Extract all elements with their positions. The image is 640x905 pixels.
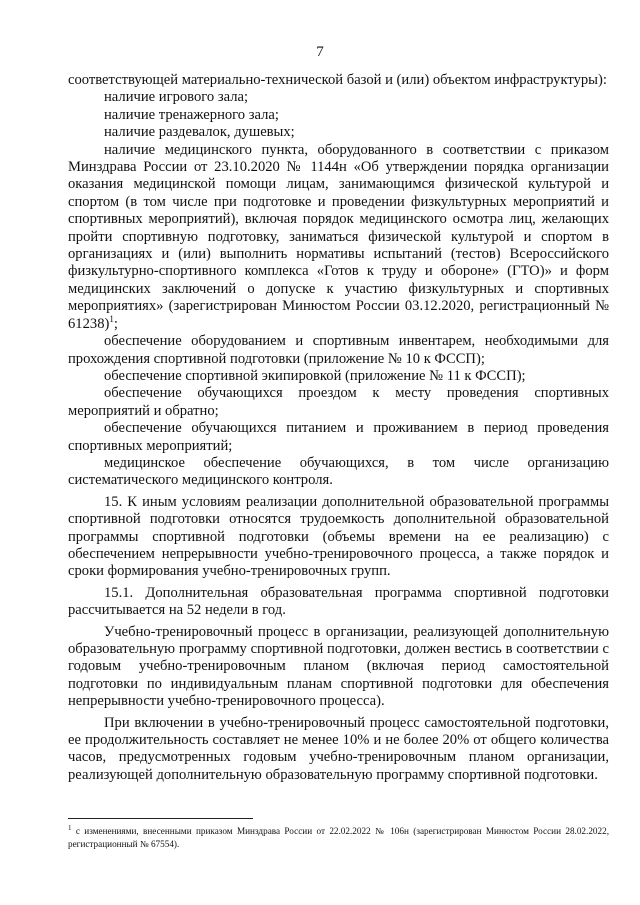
list-item-meals-lodging: обеспечение обучающихся питанием и проживанием в период проведения спортивных мероприятий; xyxy=(68,420,609,454)
list-item-locker-rooms: наличие раздевалок, душевых; xyxy=(104,124,295,141)
list-item-sports-gear: обеспечение спортивной экипировкой (приложение № 11 к ФССП); xyxy=(104,367,526,384)
list-item-equipment: обеспечение оборудованием и спортивным инвентарем, необходимыми для прохождения спортивной подготовки (приложение № 10 к ФССП); xyxy=(68,333,609,367)
paragraph-training-process: Учебно-тренировочный процесс в организации, реализующей дополнительную образовательную программу спортивной подготовки, должен вестись в соответствии с годовым учебно-тренировочным планом (включая период самостоятельной подготовки по индивидуальным планам спортивной подготовки для обеспечения непрерывности учебно-тренировочного процесса). xyxy=(68,623,609,710)
list-item-medical-support: медицинское обеспечение обучающихся, в том числе организацию систематического медицинского контроля. xyxy=(68,454,609,489)
footnote-reference: 1 xyxy=(109,313,114,324)
list-item-travel: обеспечение обучающихся проездом к месту проведения спортивных мероприятий и обратно; xyxy=(68,385,609,419)
list-item-gym: наличие тренажерного зала; xyxy=(104,106,279,123)
paragraph-section-15: 15. К иным условиям реализации дополнительной образовательной программы спортивной подготовки относятся трудоемкость дополнительной образовательной программы спортивной подготовки (объемы времени на ее реализацию) с обеспечением непрерывности учебно-тренировочного процесса, а также порядок и сроки формирования учебно-тренировочных групп. xyxy=(68,493,609,580)
footnote-reference-suffix: ; xyxy=(113,315,118,332)
paragraph-section-15-1: 15.1. Дополнительная образовательная программа спортивной подготовки рассчитывается на 52 недели в год. xyxy=(68,584,609,619)
medical-point-text: наличие медицинского пункта, оборудованного в соответствии с приказом Минздрава России от 23.10.2020 № 1144н «Об утверждении порядка организации оказания медицинской помощи лицам, занимающимся физической культурой и спортом (в том числе при подготовке и проведении физкультурных мероприятий и спортивных мероприятий), включая порядок медицинского осмотра лиц, желающих пройти спортивную подготовку, заниматься физической культурой и спортом в организациях и (или) выполнить нормативы испытаний (тестов) Всероссийского физкультурно-спортивного комплекса «Готов к труду и обороне» (ГТО)» и форм медицинских заключений о допуске к участию физкультурных и спортивных мероприятиях» (зарегистрирован Минюстом России 03.12.2020, регистрационный № 61238) xyxy=(68,141,609,332)
paragraph-self-training: При включении в учебно-тренировочный процесс самостоятельной подготовки, ее продолжительность составляет не менее 10% и не более 20% от общего количества часов, предусмотренных годовым учебно-тренировочным планом организации, реализующей дополнительную образовательную программу спортивной подготовки. xyxy=(68,714,609,783)
page-number: 7 xyxy=(316,44,324,60)
paragraph-continuation: соответствующей материально-технической базой и (или) объектом инфраструктуры): xyxy=(68,72,607,88)
document-body xyxy=(68,72,609,784)
footnote-divider xyxy=(68,818,253,819)
footnote-text: с изменениями, внесенными приказом Минздрава России от 22.02.2022 № 106н (зарегистрирован Минюстом России 28.02.2022, регистрационный № 67554). xyxy=(68,826,609,849)
list-item-game-hall: наличие игрового зала; xyxy=(104,89,249,106)
footnote-marker: 1 xyxy=(68,823,72,832)
footnote xyxy=(68,825,609,851)
list-item-medical-point xyxy=(68,142,609,333)
